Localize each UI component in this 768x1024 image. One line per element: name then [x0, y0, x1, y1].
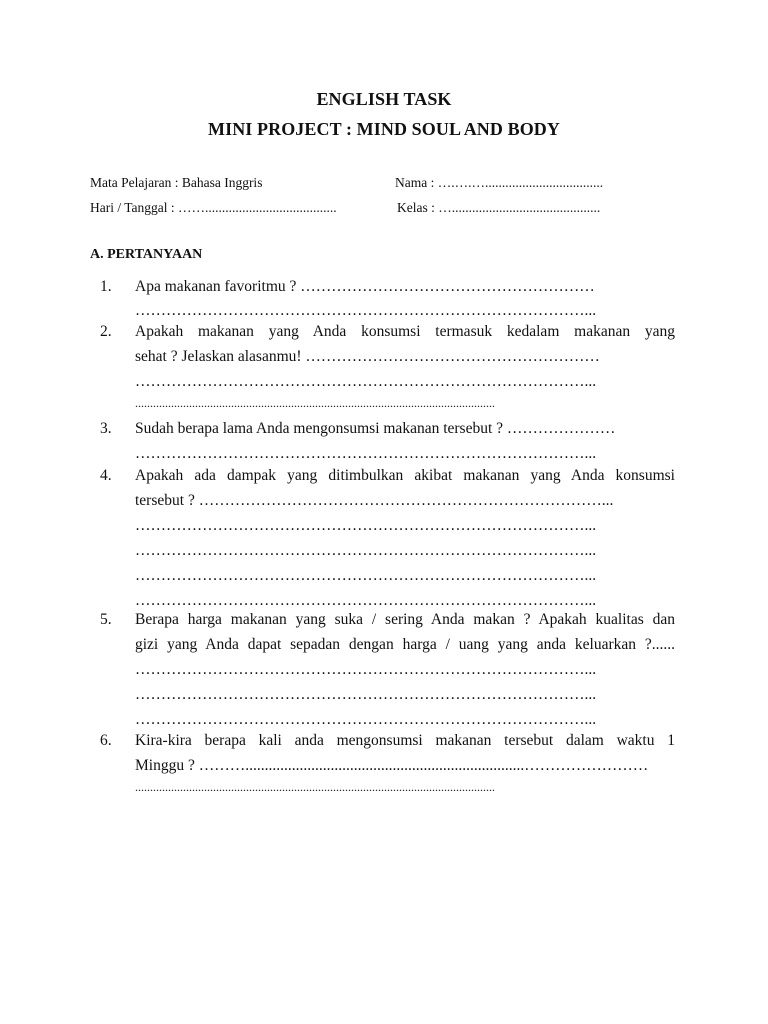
section-heading: A. PERTANYAAN: [90, 247, 203, 262]
subject-field: Mata Pelajaran : Bahasa Inggris: [90, 175, 263, 190]
document-title: ENGLISH TASK: [316, 89, 452, 109]
question-number: 2.: [100, 323, 112, 340]
question-text: Apa makanan favoritmu ? …………………………………………………: [135, 278, 595, 295]
answer-line[interactable]: ……………………………………………………………………………...: [135, 517, 597, 534]
question-text: Minggu ? ………........................................................................……………………: [135, 757, 649, 774]
question-text: gizi yang Anda dapat sepadan dengan harga / uang yang anda keluarkan ?......: [135, 636, 675, 653]
answer-line[interactable]: ……………………………………………………………………………...: [135, 661, 597, 678]
document-subtitle: MINI PROJECT : MIND SOUL AND BODY: [208, 119, 560, 139]
question-number: 6.: [100, 732, 112, 749]
answer-line[interactable]: ……………………………………………………………………………...: [135, 711, 597, 728]
date-field[interactable]: Hari / Tanggal : …….......................................: [90, 200, 337, 215]
answer-line[interactable]: ……………………………………………………………………………...: [135, 686, 597, 703]
question-text: sehat ? Jelaskan alasanmu! …………………………………………………: [135, 348, 600, 365]
question-text: Apakah makanan yang Anda konsumsi termasuk kedalam makanan yang: [135, 323, 675, 340]
answer-line[interactable]: ……………………………………………………………………………...: [135, 592, 597, 609]
answer-line[interactable]: ........................................................................................................................: [135, 396, 495, 410]
answer-line[interactable]: ……………………………………………………………………………...: [135, 302, 597, 319]
class-field[interactable]: Kelas : …............................................: [397, 200, 601, 215]
question-text: Kira-kira berapa kali anda mengonsumsi makanan tersebut dalam waktu 1: [135, 732, 675, 749]
answer-line[interactable]: ……………………………………………………………………………...: [135, 445, 597, 462]
question-number: 3.: [100, 420, 112, 437]
question-text: Berapa harga makanan yang suka / sering Anda makan ? Apakah kualitas dan: [135, 611, 675, 628]
answer-line[interactable]: ……………………………………………………………………………...: [135, 567, 597, 584]
question-number: 4.: [100, 467, 112, 484]
question-number: 5.: [100, 611, 112, 628]
answer-line[interactable]: ……………………………………………………………………………...: [135, 373, 597, 390]
question-text: Sudah berapa lama Anda mengonsumsi makanan tersebut ? …………………: [135, 420, 616, 437]
question-text: tersebut ? ……………………………………………………………………...: [135, 492, 614, 509]
answer-line[interactable]: ……………………………………………………………………………...: [135, 542, 597, 559]
name-field[interactable]: Nama : ….….…...................................: [395, 175, 604, 190]
answer-line[interactable]: ........................................................................................................................: [135, 780, 495, 794]
question-text: Apakah ada dampak yang ditimbulkan akibat makanan yang Anda konsumsi: [135, 467, 675, 484]
question-number: 1.: [100, 278, 112, 295]
